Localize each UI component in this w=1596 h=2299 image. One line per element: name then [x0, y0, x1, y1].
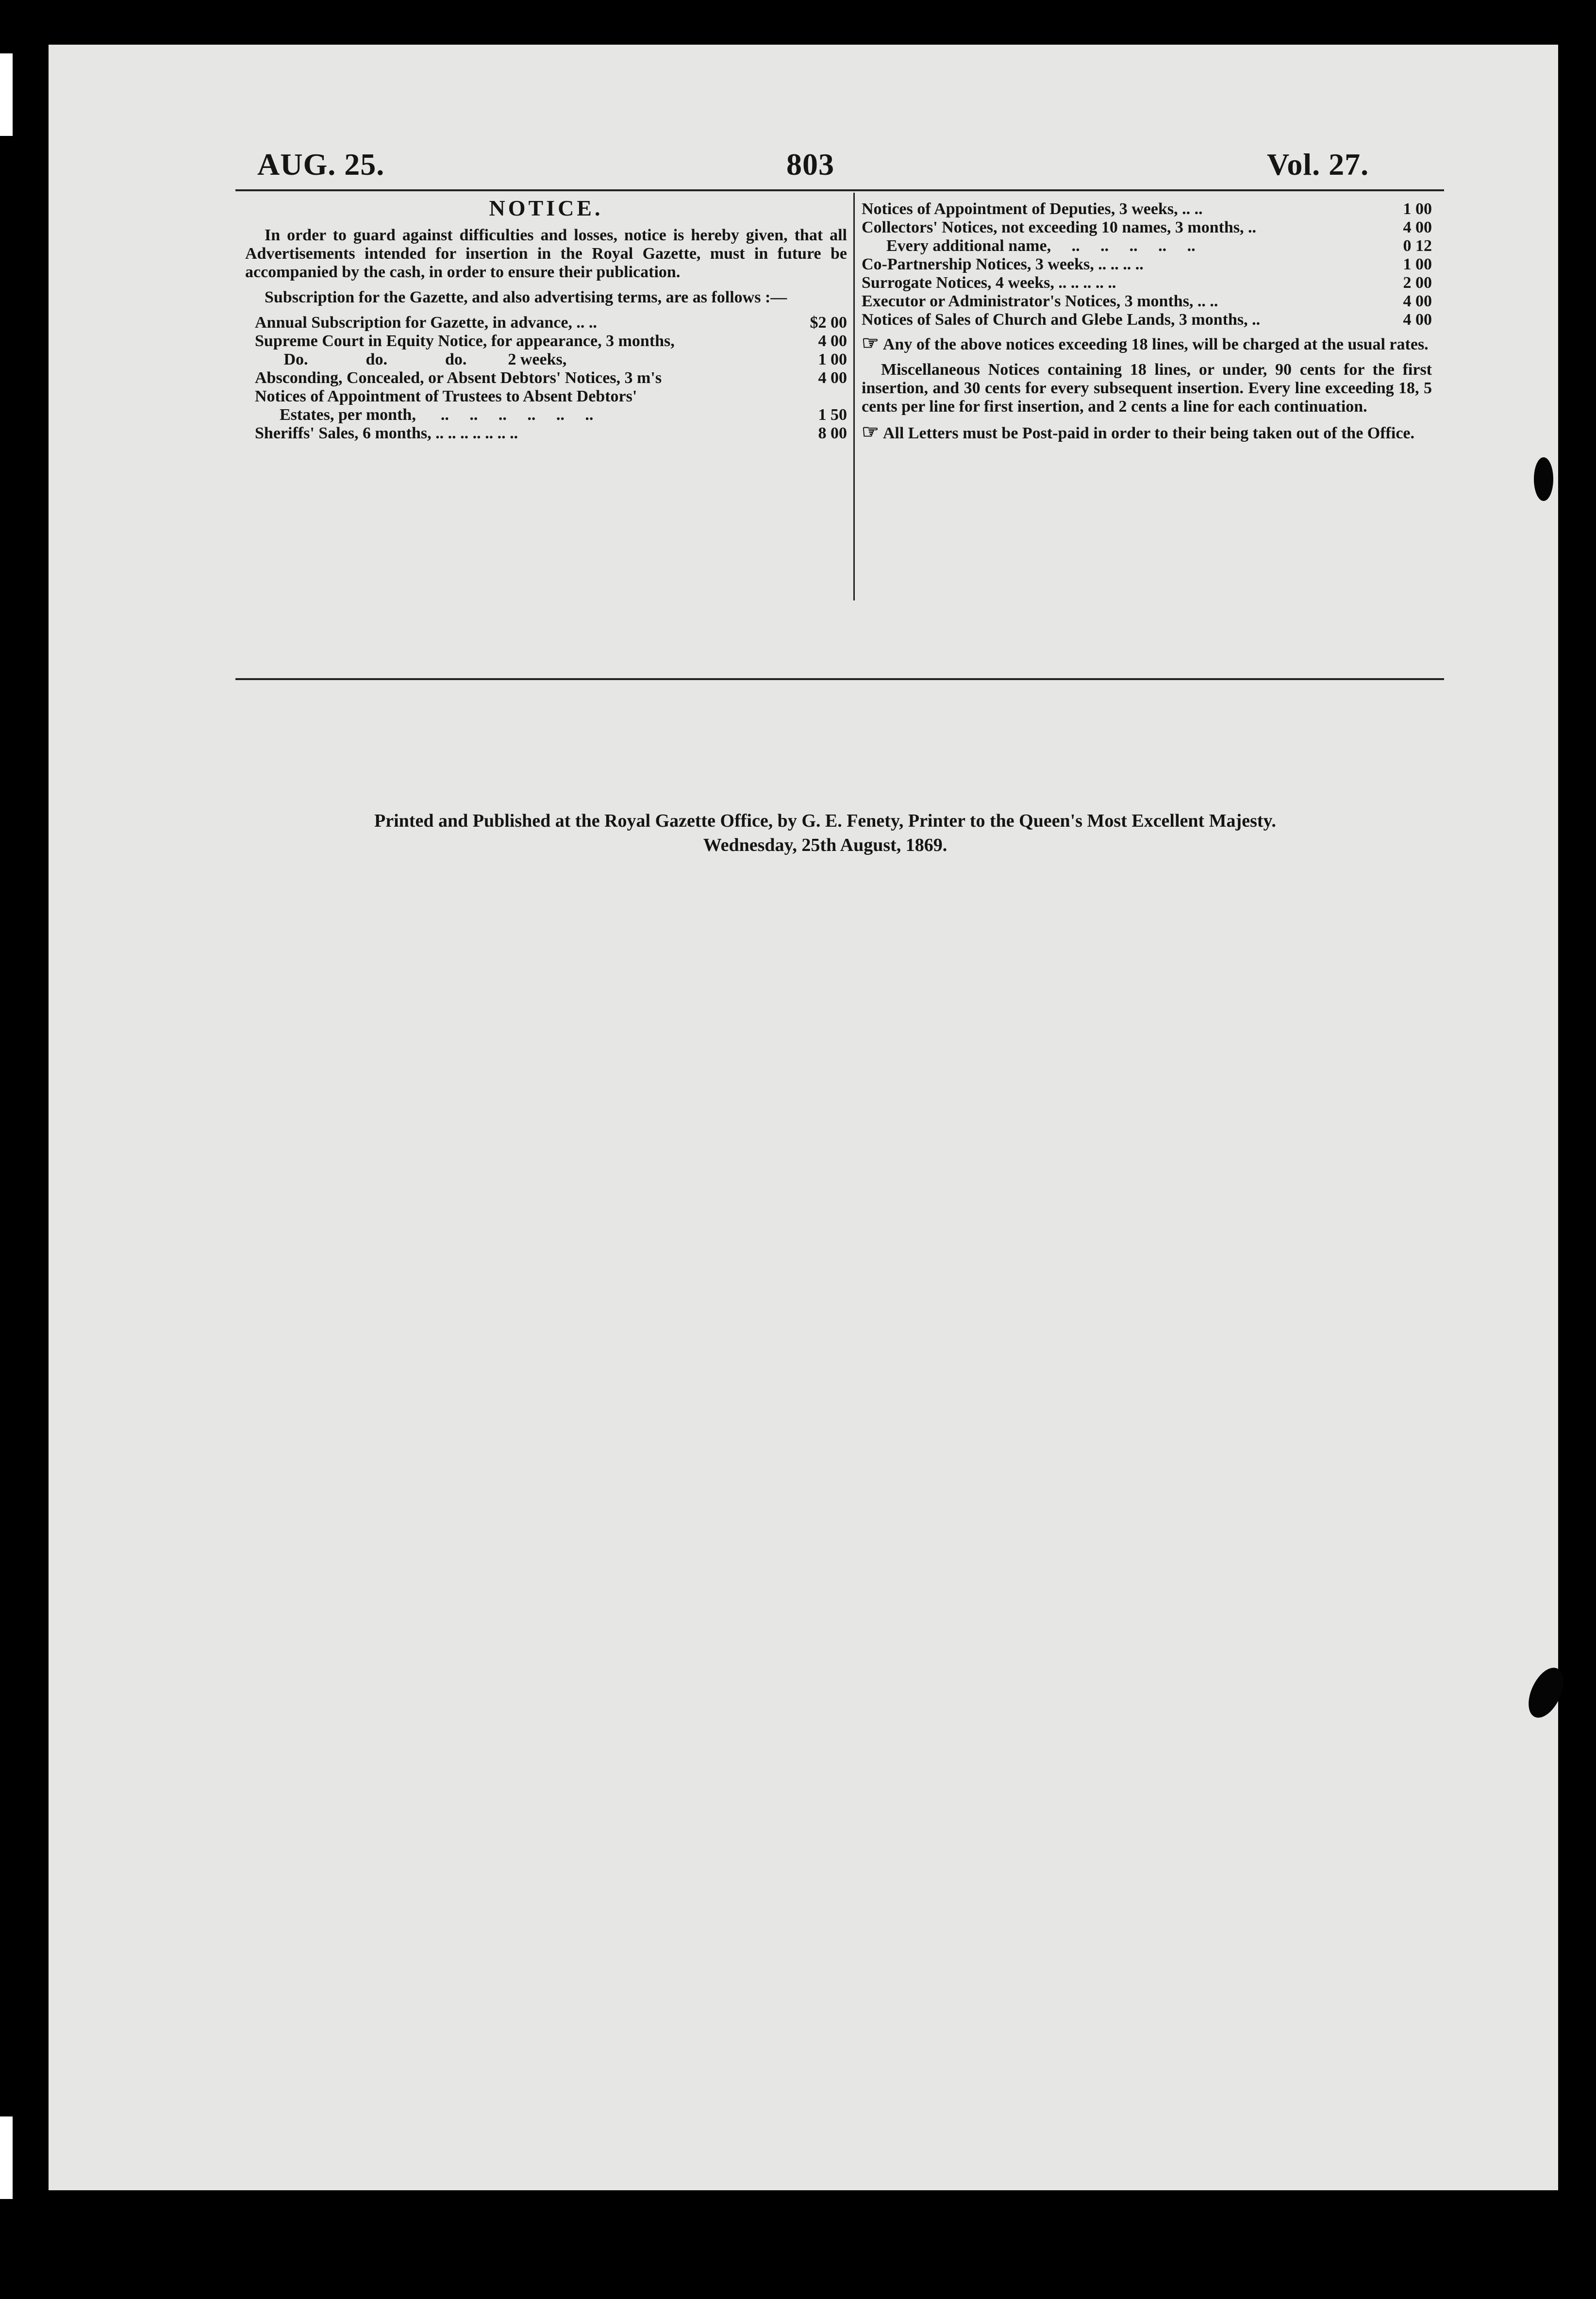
rate-row: Notices of Appointment of Deputies, 3 weeks, .. .. 1 00 [862, 200, 1432, 218]
film-edge-mark [0, 53, 13, 136]
rate-row: Notices of Sales of Church and Glebe Lands, 3 months, .. 4 00 [862, 311, 1432, 329]
rate-row: Supreme Court in Equity Notice, for appearance, 3 months, 4 00 [255, 332, 847, 350]
issue-date: AUG. 25. [257, 147, 385, 182]
rate-row: Annual Subscription for Gazette, in advance, .. .. $2 00 [255, 314, 847, 332]
page-number: 803 [786, 147, 834, 182]
rate-row: Estates, per month, .. .. .. .. .. .. 1 50 [255, 406, 847, 424]
notice-title: NOTICE. [489, 196, 603, 220]
volume-label: Vol. 27. [1267, 147, 1369, 182]
rate-row: Sheriffs' Sales, 6 months, .. .. .. .. .. .. .. 8 00 [255, 424, 847, 442]
ink-blot [1534, 457, 1553, 501]
miscellaneous-notice-note: Miscellaneous Notices containing 18 lines, or under, 90 cents for the first insertion, and 30 cents for every subsequent insertion. Every line exceeding 18, 5 cents per line for first insertion, and 2 cents a line for each continuation. [862, 361, 1432, 416]
ink-blot [1522, 1662, 1571, 1723]
rate-row: Absconding, Concealed, or Absent Debtors' Notices, 3 m's 4 00 [255, 369, 847, 387]
imprint-date: Wednesday, 25th August, 1869. [703, 835, 948, 855]
notice-right-column [815, 200, 1432, 450]
rate-row: Executor or Administrator's Notices, 3 months, .. .. 4 00 [862, 292, 1432, 310]
pointing-hand-icon: ☞ [862, 421, 879, 443]
excess-lines-note: ☞ Any of the above notices exceeding 18 lines, will be charged at the usual rates. [862, 332, 1429, 354]
rate-row: Surrogate Notices, 4 weeks, .. .. .. .. .. 2 00 [862, 274, 1432, 292]
subscription-paragraph: Subscription for the Gazette, and also advertising terms, are as follows :— [265, 288, 787, 306]
notice-paragraph: In order to guard against difficulties and losses, notice is hereby given, that all Advertisements intended for insertion in the Royal Gazette, must in future be accompanied by the cash, in order to ensure their publication. [245, 226, 847, 281]
section-rule [235, 678, 1444, 680]
pointing-hand-icon: ☞ [862, 332, 879, 354]
gazette-page [49, 45, 1558, 2190]
imprint-line: Printed and Published at the Royal Gazette Office, by G. E. Fenety, Printer to the Queen's Most Excellent Majesty. [374, 811, 1276, 831]
rate-row: Every additional name, .. .. .. .. .. 0 12 [862, 237, 1432, 255]
film-edge-mark [0, 2116, 13, 2199]
header-rule [235, 189, 1444, 191]
rate-row: Co-Partnership Notices, 3 weeks, .. .. .. .. 1 00 [862, 255, 1432, 273]
rate-row: Notices of Appointment of Trustees to Absent Debtors' [255, 387, 637, 405]
right-rate-list [815, 200, 1432, 329]
left-rate-list [245, 314, 847, 443]
rate-row: Do. do. do. 2 weeks, 1 00 [255, 350, 847, 368]
rate-row: Collectors' Notices, not exceeding 10 names, 3 months, .. 4 00 [862, 218, 1432, 236]
postage-note: ☞ All Letters must be Post-paid in order to their being taken out of the Office. [862, 421, 1414, 443]
notice-left-column [245, 196, 847, 443]
